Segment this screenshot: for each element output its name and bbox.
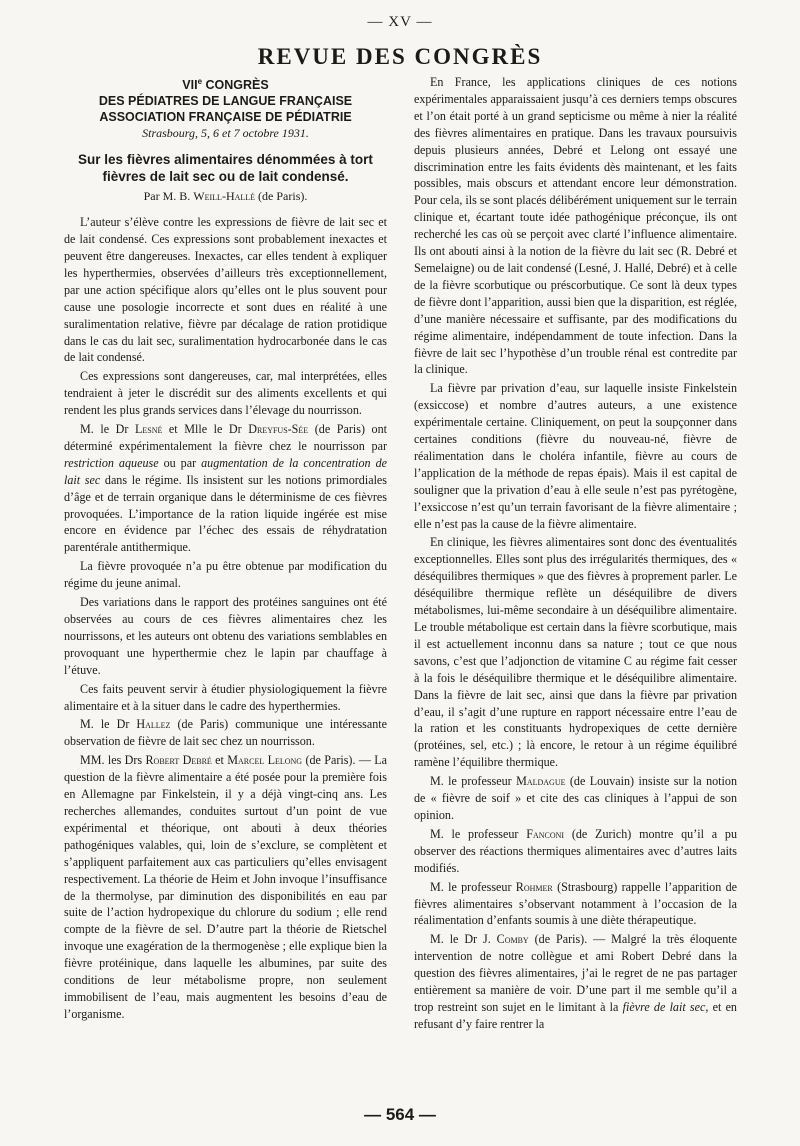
text-run: et Mlle le Dr [162,422,249,437]
text-run: restriction aqueuse [64,455,159,470]
text-run: (de Paris) communique une intéressante observation de fièvre de lait sec chez un nourrisson. [64,717,387,749]
article-byline [64,188,387,204]
text-run: Ces expressions sont dangereuses, car, mal interprétées, elles tendraient à jeter le discrédit sur des aliments excellents et qui rendent les plus grands services dans l’élevage du nourrisson. [64,369,387,418]
congress-ordinal-sup: e [197,77,203,86]
text-run: M. le professeur [430,774,517,789]
text-run: M. le professeur [430,879,516,894]
page-number: — 564 — [364,1105,436,1124]
text-run: Dreyfus-Sée [248,422,309,437]
text-run: En clinique, les fièvres alimentaires sont donc des éventualités exceptionnelles. Elles sont plus des irrégularités thermiques, des « déséquilibres thermiques » que des fièvres à proprement parler. Le déséquilibre thermique reflète un déséquilibre de divers métabolismes, lui-même secondaire à un déséquilibre alimentaire. Le trouble métabolique est certain dans la fièvre scorbutique, mais il est actuellement inconnu dans sa nature ; tout ce que nous savons, c’est que l’adjonction de vitamine C au régime fait cesser à la fois le déséquilibre thermique et le déséquilibre alimentaire. Dans la fièvre de lait sec, ainsi que dans la fièvre par privation d’eau, il s’agit d’une rupture en rapport nécessaire entre l’eau de la ration et les constituants hydropexiques de cette dernière (protéines, sel, etc.) ; là encore, le retour à un régime équilibré ramène l’équilibre thermique. [414,535,737,770]
byline-prefix: Par M. B. [143,189,194,204]
text-run: (de Paris) ont déterminé expérimentalement la fièvre chez le nourrisson par [64,422,387,453]
text-run: (de Paris). — La question de la fièvre alimentaire a été posée pour la première fois en Allemagne par Finkelstein, il y a déjà vingt-cinq ans. Les recherches allemandes, conduites surtout d’un point de vue expérimental et théorique, ont abouti à deux théories pathogéniques valables, qui, loin de s’exclure, se complètent et s’appliquent parfaitement aux cas particuliers qu’elles envisagent respectivement. La théorie de Heim et John invoque l’insuffisance de la thermolyse, par diminution des disponibilités en eau par suite de l’action hydropexique du chlorure du sodium ; elle rend compte de la fièvre de sel. D’autre part la théorie de Rietschel invoque une exagération de la thermogenèse ; elle explique bien la fièvre protéinique, dans laquelle les albumines, par suite des conditions de leur métabolisme propre, non seulement immobilisent de l’eau, mais augmentent les besoins d’eau de l’organisme. [64,753,388,1021]
text-run: J. Comby [483,932,529,947]
text-run: et [211,753,228,768]
text-run: fièvre de lait sec, [622,999,709,1014]
congress-place-date: Strasbourg, 5, 6 et 7 octobre 1931. [142,126,309,141]
paragraph [64,594,387,679]
right-body [414,74,737,1033]
paragraph [64,214,387,366]
paragraph [414,74,737,378]
text-run: Marcel Lelong [227,753,303,768]
text-run: augmentation de la concentration de lait sec [64,455,388,487]
paragraph [64,716,387,750]
text-run: La fièvre par privation d’eau, sur laquelle insiste Finkelstein (exsiccose) et nombre d’autres auteurs, a une existence expérimentale certaine. Cliniquement, on peut la soupçonner dans certaines conditions (fièvre du nouveau-né, fièvre de réalimentation dans le choléra infantile, fièvre au cours de l’application de la méthode de repas épais). Mais il est capital de souligner que la privation d’eau à elle seule n’est pas pyrétogène, l’exsiccose n’est qu’un terrain favorisant de la fièvre alimentaire ; elle n’est pas la cause de la fièvre alimentaire. [414,381,737,531]
text-run: L’auteur s’élève contre les expressions de fièvre de lait sec et de lait condensé. Ces expressions sont probablement inexactes et peuvent être dangereuses. Inexactes, car elles tendent à expliquer les hyperthermies, observées d’ailleurs très exceptionnellement, par une action spécifique alors qu’elles ont le plus souvent pour cause une posologie incorrecte et sont dues en réalité à une suralimentation relative, fièvre par décalage de ration protidique dans le cas du lait sec, suralimentation hydrocarbonée dans le cas de lait condensé. [64,215,387,365]
text-run: dans le régime. Ils insistent sur les notions primordiales d’âge et de terrain organique dans le déterminisme de ces fièvres provoquées. L’importance de la ration liquide ingérée est mise encore en évidence par l’échec des essais de réhydratation parentérale antithermique. [64,472,387,555]
text-run: M. le Dr [80,422,135,437]
paragraph [414,534,737,771]
text-run: Fanconi [526,826,565,841]
paragraph [64,558,387,592]
text-run: Lesné [134,422,163,437]
paragraph [64,752,387,1023]
text-run: (Strasbourg) rappelle l’apparition de fièvres alimentaires s’observant notamment à l’occasion de la réalimentation d’enfants soumis à une diète thérapeutique. [414,879,737,928]
text-run: Hallez [136,717,171,732]
right-column [414,74,737,1033]
text-run: Robert Debré [145,753,212,768]
text-run: La fièvre provoquée n’a pu être obtenue par modification du régime du jeune animal. [64,559,387,591]
congress-line-1: CONGRÈS [205,78,269,93]
congress-line-3: ASSOCIATION FRANÇAISE DE PÉDIATRIE [99,110,352,125]
article-title: Sur les fièvres alimentaires dénommées à tort fièvres de lait sec ou de lait condensé. [78,152,373,185]
left-column [64,74,387,1023]
paragraph [64,681,387,715]
text-run: Rohmer [515,879,553,894]
congress-ordinal: VII [182,78,198,93]
text-run: Des variations dans le rapport des protéines sanguines ont été observées au cours de ces fièvres alimentaires chez les nourrissons, et les auteurs ont obtenu des variations semblables en provoquant une hyperthermie chez le lapin par chauffage à l’étuve. [64,595,387,677]
paragraph [414,931,737,1032]
text-run: En France, les applications cliniques de ces notions expérimentales apparaissaient jusqu’à ces derniers temps obscures et l’on était porté à un grand septicisme ou même à nier la réalité des fièvres alimentaires en pratique. Dans les travaux poursuivis depuis plusieurs années, Debré et Lelong ont essayé une discrimination entre les faits évidents dès maintenant, et les faits possibles, mais obscurs et attendant encore leur démonstration. Pour cela, ils se sont placés délibérément uniquement sur le terrain clinique et, écartant toute idée pathogénique préconçue, ils ont recherché les cas où se perçoit avec clarté l’influence alimentaire. Ils ont abouti ainsi à la notion de la fièvre du lait sec (R. Debré et Semelaigne) ou de lait condensé (Lesné, J. Hallé, Debré) et à celle de la fièvre scorbutique ou préscorbutique. Ce sont là deux types de fièvre dont l’apparition, aussi bien que la disparition, est réglée, d’une manière nécessaire et suffisante, par des modifications du régime alimentaire, indépendamment de toute infection. Dans la fièvre de lait sec l’hypothèse d’un trouble rénal est contredite par la clinique. [414,75,737,377]
text-run: (de Zurich) montre qu’il a pu observer des réactions thermiques alimentaires avec d’autres laits modifiés. [414,826,737,875]
text-run: Maldague [516,774,566,789]
text-run: M. le Dr [80,717,137,732]
paragraph [414,826,737,877]
paragraph [64,368,387,419]
text-run: MM. les Drs [80,753,146,768]
paragraph [64,421,387,556]
text-run: M. le Dr [430,932,483,947]
article-author: Weill-Hallé [193,189,256,204]
section-header: REVUE DES CONGRÈS [257,44,543,69]
text-run: ou par [158,455,202,470]
paragraph [414,773,737,824]
paragraph [414,380,737,532]
congress-heading [64,74,387,125]
byline-city: (de Paris). [255,189,308,204]
roman-page-number: — XV — [367,14,433,30]
text-run: (de Paris). — Malgré la très éloquente intervention de notre collègue et ami Robert Debré dans la question des fièvres alimentaires, j’ai le regret de ne pas partager entièrement sa manière de voir. D’une part il me semble qu’il a trop restreint son sujet en le limitant à la [414,932,737,1014]
text-run: Ces faits peuvent servir à étudier physiologiquement la fièvre alimentaire et à la situer dans le cadre des hyperthermies. [64,681,387,713]
congress-line-2: DES PÉDIATRES DE LANGUE FRANÇAISE [98,94,353,109]
text-run: et en refusant d’y faire rentrer la [414,999,737,1031]
text-run: M. le professeur [430,826,527,841]
left-body [64,214,387,1023]
paragraph [414,879,737,930]
text-run: (de Louvain) insiste sur la notion de « fièvre de soif » et cite des cas cliniques à l’appui de son opinion. [414,774,737,822]
